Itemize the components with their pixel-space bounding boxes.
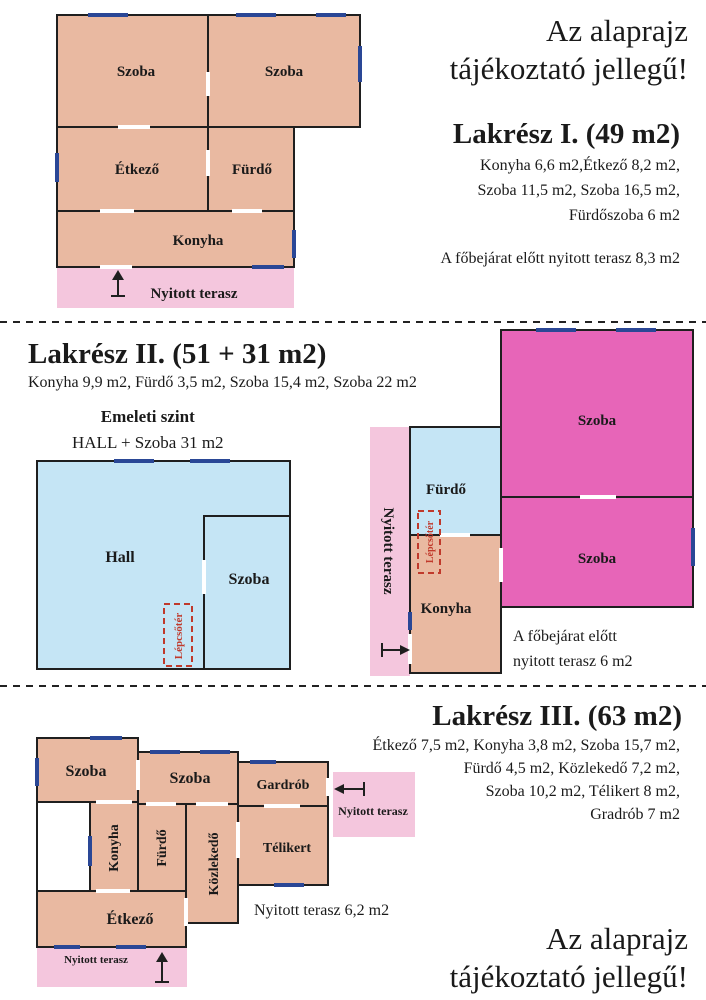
label-konyha-2: Konyha: [420, 601, 472, 617]
section-2-details: Konyha 9,9 m2, Fürdő 3,5 m2, Szoba 15,4 m2, Szoba 22 m2: [28, 374, 417, 391]
label-szoba-3a: Szoba: [65, 763, 107, 780]
section-1-detail-line: Szoba 11,5 m2, Szoba 16,5 m2,: [477, 182, 680, 199]
label-telikert: Télikert: [262, 841, 312, 856]
section-3-title: Lakrész III. (63 m2): [432, 700, 682, 732]
label-furdo-2: Fürdő: [425, 482, 467, 498]
label-furdo-1: Fürdő: [231, 162, 273, 178]
section-1-details: [478, 153, 681, 228]
label-furdo-3: Fürdő: [155, 829, 170, 867]
section-2-title: Lakrész II. (51 + 31 m2): [28, 338, 327, 370]
section-1-terrace-note: A főbejárat előtt nyitott terasz 8,3 m2: [440, 250, 680, 267]
label-hall-szoba: Szoba: [228, 571, 270, 588]
plan-lakresz-2-upper: [37, 461, 290, 669]
label-terasz-1: Nyitott terasz: [150, 286, 238, 302]
disclaimer-top-line1: Az alaprajz: [546, 13, 688, 48]
label-szoba-1b: Szoba: [264, 64, 304, 80]
label-kozlekedo: Közlekedő: [207, 832, 222, 896]
disclaimer-bottom-line2: tájékoztató jellegű!: [449, 959, 688, 994]
disclaimer-bottom: [450, 920, 688, 996]
label-konyha-3: Konyha: [107, 824, 122, 872]
section-3-details: [372, 734, 680, 826]
section-3-detail-line: Fürdő 4,5 m2, Közlekedő 7,2 m2,: [463, 760, 680, 777]
label-konyha-1: Konyha: [172, 233, 224, 249]
room-hall-szoba: [204, 516, 290, 669]
section-3-detail-line: Gradrób 7 m2: [590, 806, 680, 823]
label-szoba-1a: Szoba: [116, 64, 156, 80]
upper-floor-subtitle: HALL + Szoba 31 m2: [72, 433, 224, 452]
section-3-detail-line: Étkező 7,5 m2, Konyha 3,8 m2, Szoba 15,7 m2,: [372, 737, 680, 754]
section-1-detail-line: Fürdőszoba 6 m2: [568, 207, 680, 224]
section-2-entrance-note: [513, 624, 633, 674]
label-lepcsoter-upper: Lépcsőtér: [173, 612, 185, 660]
disclaimer-bottom-line1: Az alaprajz: [546, 921, 688, 956]
label-hall: Hall: [105, 549, 135, 566]
room-furdo-2: [410, 427, 501, 535]
label-terasz-3-bottom: Nyitott terasz: [64, 954, 128, 966]
label-etkezo-3: Étkező: [106, 911, 154, 928]
label-etkezo-1: Étkező: [114, 162, 160, 178]
disclaimer-top-line2: tájékoztató jellegű!: [449, 51, 688, 86]
label-lepcsoter-ground: Lépcsőtér: [425, 520, 436, 564]
section-3-detail-line: Szoba 10,2 m2, Télikert 8 m2,: [485, 783, 680, 800]
label-terasz-3-right: Nyitott terasz: [338, 804, 408, 818]
filler-left: [37, 802, 90, 891]
label-gardrob: Gardrób: [256, 778, 310, 793]
label-szoba-3b: Szoba: [169, 770, 211, 787]
disclaimer-top: [450, 12, 688, 88]
label-terasz-2: Nyitott terasz: [380, 507, 396, 595]
label-szoba-2-top: Szoba: [577, 413, 617, 429]
section-1-detail-line: Konyha 6,6 m2,Étkező 8,2 m2,: [480, 157, 680, 174]
section-3-terrace-note: Nyitott terasz 6,2 m2: [254, 902, 390, 919]
section-1-title: Lakrész I. (49 m2): [452, 118, 680, 150]
plan-lakresz-1: [57, 15, 360, 308]
section-2-upper-heading: [72, 404, 224, 456]
section-2-note-line: A főbejárat előtt: [513, 628, 617, 645]
upper-floor-title: Emeleti szint: [100, 407, 195, 426]
label-szoba-2-bottom: Szoba: [577, 551, 617, 567]
section-2-note-line: nyitott terasz 6 m2: [513, 653, 633, 670]
